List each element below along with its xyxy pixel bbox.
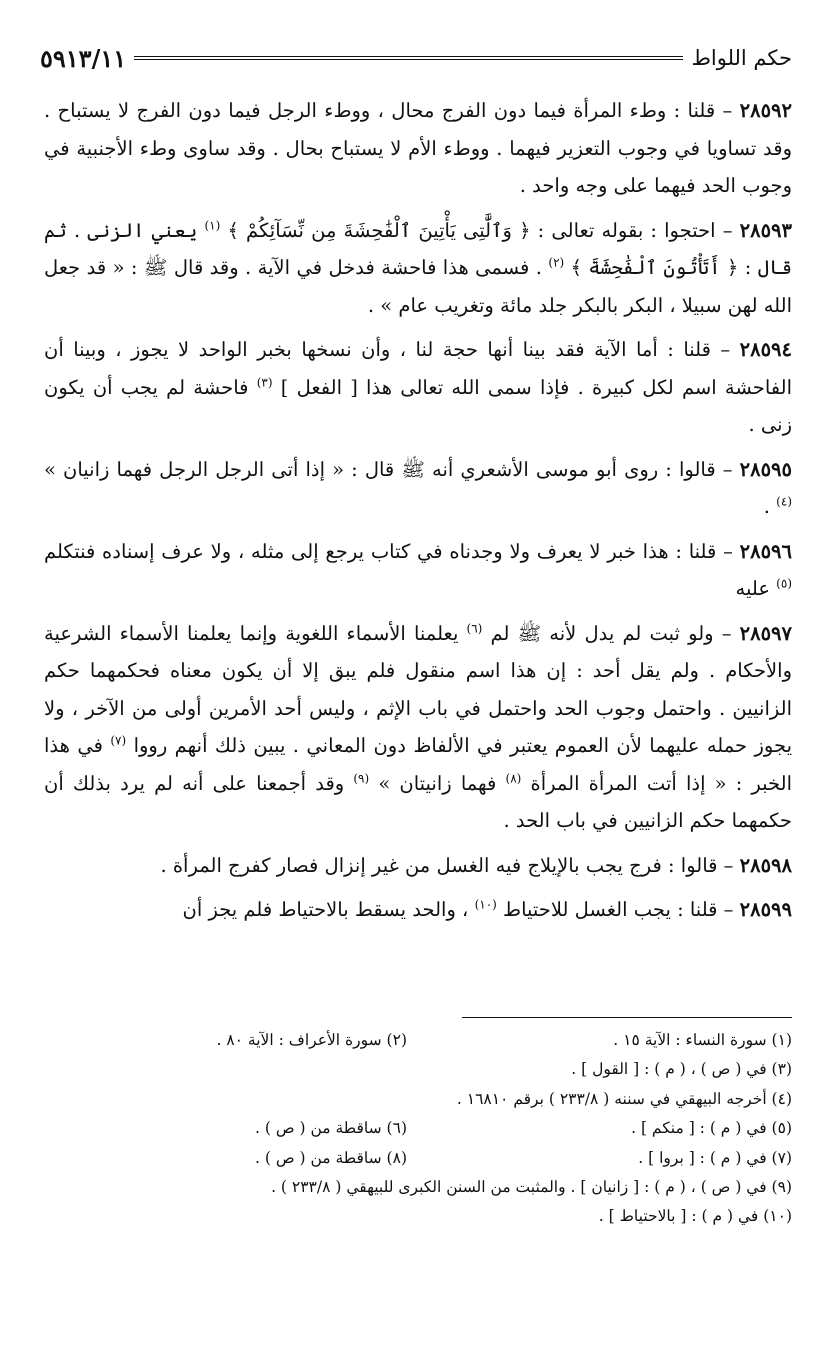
paragraph-text: ، والحد يسقط بالاحتياط فلم يجز أن: [182, 898, 475, 921]
paragraph-text: – قلنا : هذا خبر لا يعرف ولا وجدناه في كتاب يرجع إلى مثله ، ولا عرف إسناده فنتكلم: [44, 539, 733, 563]
paragraph-text: فاحشة لم يجب أن يكون زنى .: [44, 375, 792, 436]
footnote-5: (٥) في ( م ) : [ منكم ] .: [631, 1119, 792, 1138]
paragraph-number: ٢٨٥٩٨: [739, 853, 792, 877]
paragraph-text: – قلنا : يجب الغسل للاحتياط: [503, 898, 734, 921]
footnote-ref: (١٠): [474, 897, 497, 912]
paragraph-text: .: [763, 495, 777, 518]
footnote-ref: (١): [204, 218, 221, 232]
footnote-ref: (٦): [466, 621, 483, 635]
footnote-ref: (٥): [776, 576, 792, 591]
footnote-ref: (٨): [505, 771, 522, 785]
footnote-3: (٣) في ( ص ) ، ( م ) : [ القول ] .: [571, 1060, 792, 1079]
page-reference: ٥٩١٣/١١: [40, 43, 127, 73]
paragraph-28592: [44, 92, 792, 205]
paragraph-28594: [44, 331, 792, 444]
paragraph-text: في هذا الخبر : « إذا أتت المرأة المرأة: [44, 734, 793, 795]
footnote-10: (١٠) في ( م ) : [ بالاحتياط ] .: [598, 1207, 792, 1226]
paragraph-28596: [44, 533, 792, 608]
header-rule: [134, 56, 683, 60]
footnote-8: (٨) ساقطة من ( ص ) .: [254, 1148, 407, 1167]
paragraph-text: – قالوا : فرج يجب بالإيلاج فيه الغسل من غير إنزال فصار كفرج المرأة .: [160, 853, 734, 877]
paragraph-28595: [44, 451, 792, 526]
paragraph-number: ٢٨٥٩٦: [739, 539, 792, 563]
footnote-2: (٢) سورة الأعراف : الآية ٨٠ .: [216, 1031, 407, 1049]
paragraph-number: ٢٨٥٩٣: [739, 218, 792, 242]
paragraph-number: ٢٨٥٩٢: [739, 99, 792, 122]
paragraph-text: – قلنا : أما الآية فقد بينا أنها حجة لنا ، وأن نسخها بخبر الواحد لا يجوز ، وبينا أن الفاحشة اسم لكل كبيرة . فإذا سمى الله تعالى هذا [ الفعل ]: [44, 338, 792, 399]
paragraph-number: ٢٨٥٩٤: [739, 338, 792, 361]
paragraph-28597: [44, 615, 792, 840]
footnote-7: (٧) في ( م ) : [ بروا ] .: [638, 1148, 792, 1167]
footnote-separator: [462, 1017, 792, 1018]
paragraph-28593: [44, 212, 792, 325]
paragraph-text: – ولو ثبت لم يدل لأنه ﷺ لم: [490, 621, 732, 645]
paragraph-text: يعلمنا الأسماء اللغوية وإنما يعلمنا الأسماء الشرعية والأحكام . ولم يقل أحد : إن هذا اسم منقول فلم يبق إلا أن يكون معناه فحكمهما حكم الزانيين . واحتمل وجوب الحد واحتمل في باب الإثم ، وليس أحد الأمرين أولى من الآخر ، ولا يجوز حمله عليهما لأن العموم يعتبر في الألفاظ دون المعاني . يبين ذلك أنهم رووا: [44, 621, 792, 757]
paragraph-text: عليه: [735, 577, 777, 600]
footnote-9: (٩) في ( ص ) ، ( م ) : [ زانيان ] . والمثبت من السنن الكبرى للبيهقي ( ٢٣٣/٨ ) .: [271, 1178, 792, 1197]
footnote-6: (٦) ساقطة من ( ص ) .: [254, 1119, 407, 1138]
page-header: [40, 38, 792, 78]
footnote-row: [44, 1144, 792, 1173]
footnote-ref: (٣): [256, 375, 273, 389]
paragraph-number: ٢٨٥٩٥: [739, 457, 792, 481]
main-text: [44, 92, 792, 936]
paragraph-number: ٢٨٥٩٧: [739, 621, 792, 645]
paragraph-number: ٢٨٥٩٩: [739, 898, 792, 921]
paragraph-text: – قلنا : وطء المرأة فيما دون الفرج محال ، ووطء الرجل فيما دون الفرج لا يستباح . وقد تساويا في وجوب التعزير فيهما . ووطء الأم لا يستباح بحال . وقد ساوى وطء الأجنبية في وجوب الحد فيهما على وجه واحد .: [44, 99, 792, 197]
paragraph-text: – قالوا : روى أبو موسى الأشعري أنه ﷺ قال : « إذا أتى الرجل الرجل فهما زانيان »: [44, 457, 733, 481]
paragraph-text: وقد أجمعنا على أنه لم يرد بذلك أن حكمهما حكم الزانيين في باب الحد .: [44, 771, 792, 832]
footnotes: [44, 1026, 792, 1232]
footnote-4: (٤) أخرجه البيهقي في سننه ( ٢٣٣/٨ ) برقم ١٦٨١٠ .: [456, 1089, 792, 1108]
running-title: حكم اللواط: [691, 46, 792, 70]
footnote-ref: (٧): [110, 733, 127, 748]
paragraph-text: فهما زانيتان »: [378, 771, 506, 795]
footnote-row: [44, 1026, 792, 1055]
footnote-ref: (٤): [776, 494, 792, 509]
footnote-row: [44, 1114, 792, 1143]
paragraph-text: . فسمى هذا فاحشة فدخل في الآية . وقد قال ﷺ : « قد جعل الله لهن سبيلا ، البكر بالبكر جلد مائة وتغريب عام » .: [44, 256, 792, 317]
paragraph-text: – احتجوا : بقوله تعالى : ﴿ وَٱلَّٰتِى يَأْتِينَ ٱلْفَٰحِشَةَ مِن نِّسَآئِكُمْ ﴾: [227, 218, 733, 242]
footnote-ref: (٩): [353, 771, 370, 785]
footnote-ref: (٢): [548, 255, 565, 270]
paragraph-text: يعني الزنى . ثم قال : ﴿ أَتَأْتُونَ ٱلْفَٰحِشَةَ ﴾: [44, 218, 792, 279]
paragraph-28599: [44, 891, 792, 929]
footnote-1: (١) سورة النساء : الآية ١٥ .: [613, 1031, 792, 1049]
paragraph-28598: [44, 847, 792, 885]
